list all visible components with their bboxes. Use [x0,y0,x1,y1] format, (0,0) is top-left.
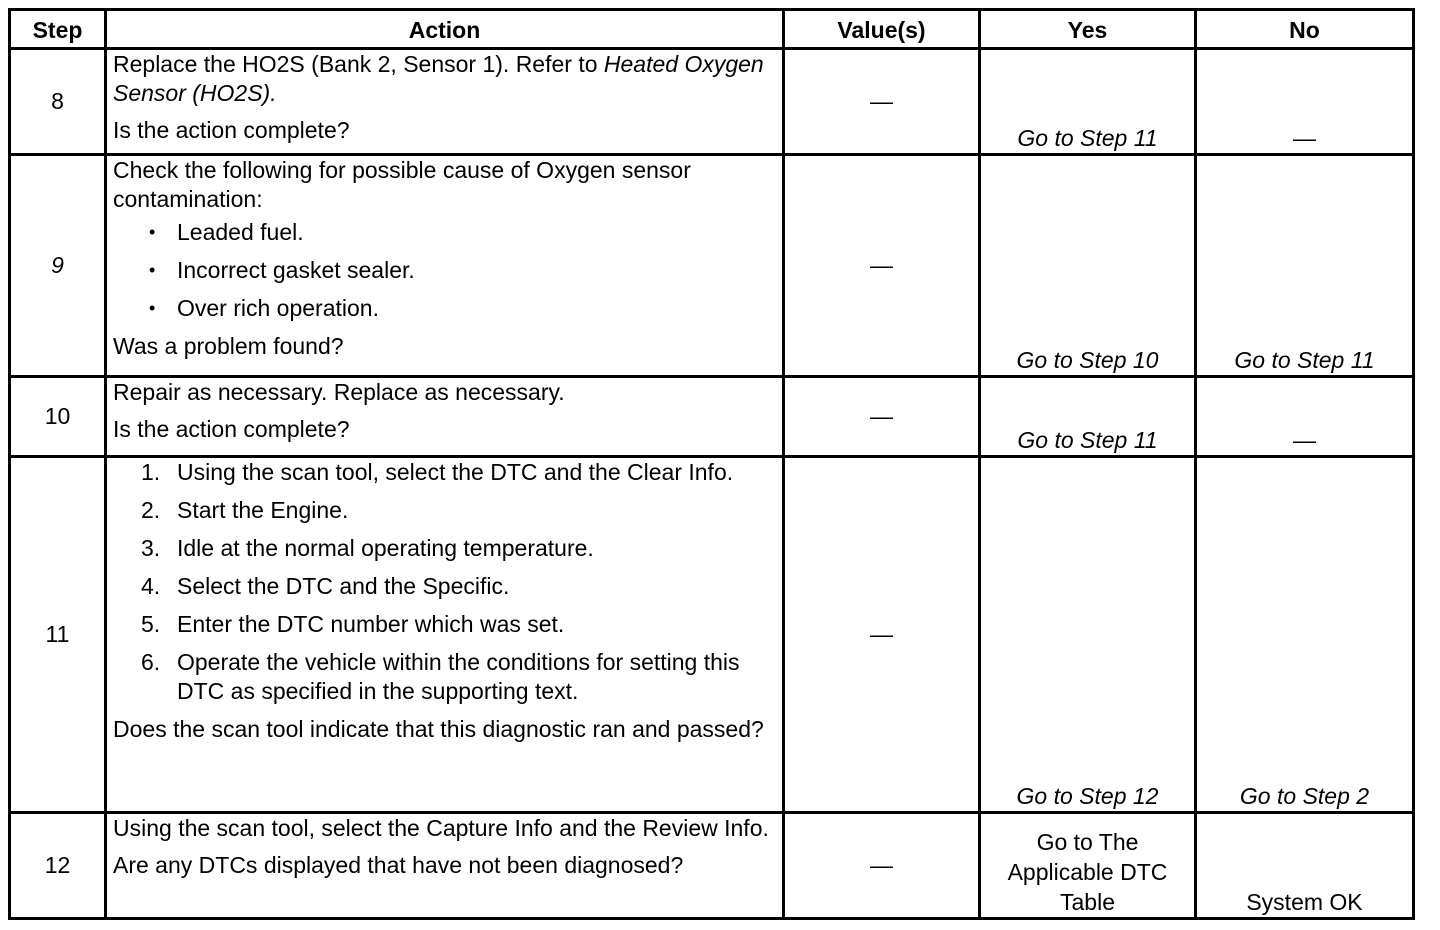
yes-cell: Go to Step 10 [980,155,1196,377]
action-question: Does the scan tool indicate that this diagnostic ran and passed? [113,716,764,742]
action-cell [106,155,784,377]
list-item: • Leaded fuel. [113,218,776,247]
list-item: • Incorrect gasket sealer. [113,256,776,285]
header-action: Action [106,10,784,49]
list-text: Idle at the normal operating temperature. [177,535,594,561]
action-text: Using the scan tool, select the Capture Info and the Review Info. [113,815,769,841]
yes-cell: Go to Step 12 [980,457,1196,813]
action-question: Are any DTCs displayed that have not been diagnosed? [113,852,684,878]
list-number: 4. [141,573,161,599]
list-text: Select the DTC and the Specific. [177,573,510,599]
action-question: Is the action complete? [113,416,350,442]
list-text: Start the Engine. [177,497,349,523]
yes-cell: Go to Step 11 [980,377,1196,457]
value-cell: — [784,377,980,457]
action-text-main: Replace the HO2S (Bank 2, Sensor 1). Refer to [113,51,604,77]
table-row [10,813,1414,919]
action-question: Was a problem found? [113,333,344,359]
value-cell: — [784,155,980,377]
reference-link-text: Heated Oxygen Sensor (HO2S). [113,51,764,106]
procedure-list [113,458,776,706]
action-text: Check the following for possible cause of Oxygen sensor contamination: [113,157,691,212]
table-row [10,377,1414,457]
step-number: 10 [10,377,106,457]
list-number: 2. [141,497,161,523]
action-question: Is the action complete? [113,117,350,143]
table-row [10,49,1414,155]
action-cell [106,457,784,813]
list-item [113,610,776,639]
list-item [113,458,776,487]
no-cell: Go to Step 2 [1196,457,1414,813]
action-text [113,50,776,108]
list-item [113,648,776,706]
list-text: Enter the DTC number which was set. [177,611,565,637]
cause-list [113,218,776,323]
list-item [113,572,776,601]
action-text: Repair as necessary. Replace as necessary. [113,379,565,405]
step-number: 11 [10,457,106,813]
table-header-row [10,10,1414,49]
list-number: 3. [141,535,161,561]
step-number: 8 [10,49,106,155]
step-number: 9 [10,155,106,377]
value-cell: — [784,49,980,155]
no-cell: System OK [1196,813,1414,919]
list-number: 5. [141,611,161,637]
list-number: 6. [141,649,161,675]
step-number: 12 [10,813,106,919]
no-cell: — [1196,377,1414,457]
list-item [113,496,776,525]
action-cell [106,49,784,155]
list-text: Using the scan tool, select the DTC and the Clear Info. [177,459,734,485]
header-no: No [1196,10,1414,49]
value-cell: — [784,813,980,919]
diagnostic-page [8,8,1412,920]
yes-cell: Go to The Applicable DTC Table [980,813,1196,919]
yes-cell: Go to Step 11 [980,49,1196,155]
action-cell [106,377,784,457]
list-text: Operate the vehicle within the conditions for setting this DTC as specified in the supporting text. [177,649,740,704]
action-cell [106,813,784,919]
diagnostic-table [8,8,1415,920]
list-item: • Over rich operation. [113,294,776,323]
list-number: 1. [141,459,161,485]
table-row [10,155,1414,377]
header-yes: Yes [980,10,1196,49]
no-cell: Go to Step 11 [1196,155,1414,377]
list-item [113,534,776,563]
header-values: Value(s) [784,10,980,49]
table-row [10,457,1414,813]
no-cell: — [1196,49,1414,155]
header-step: Step [10,10,106,49]
value-cell: — [784,457,980,813]
